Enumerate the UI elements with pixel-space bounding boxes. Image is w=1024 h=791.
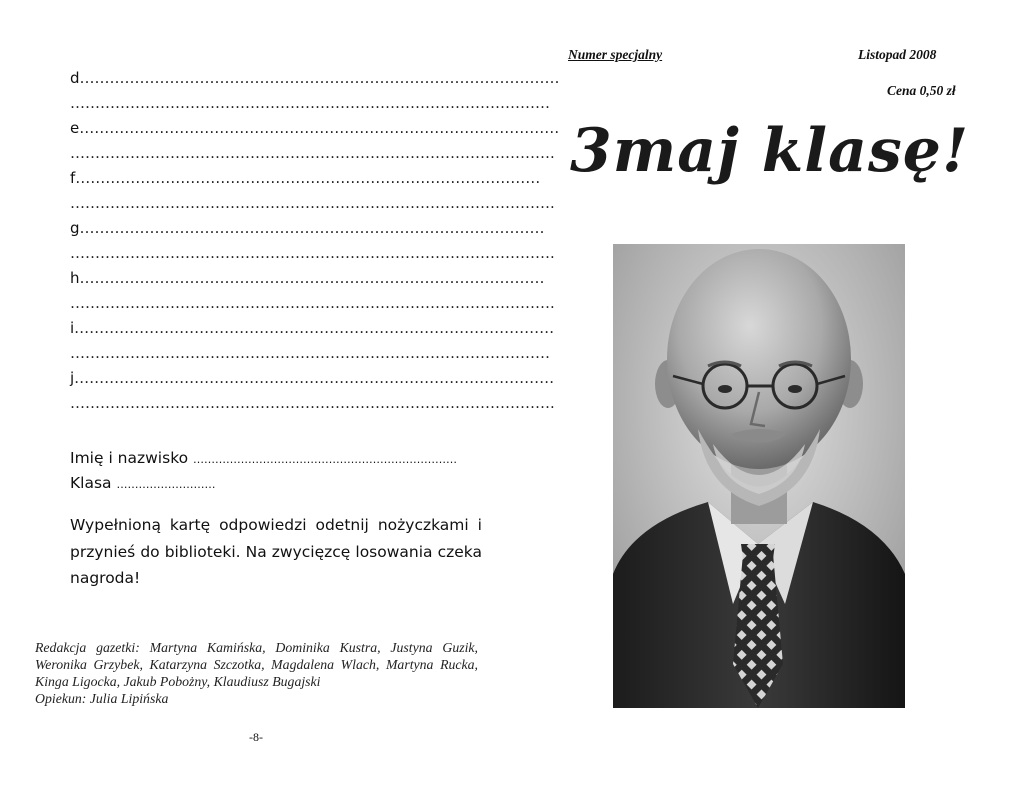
name-field[interactable] — [70, 446, 482, 471]
class-label: Klasa — [70, 474, 112, 492]
answer-line-d-cont[interactable] — [70, 91, 550, 116]
answer-dots: ……………………………………………………………………………………. — [70, 144, 555, 162]
answer-dots: ……………………………………………………………………………………. — [70, 294, 555, 312]
answer-dots: ……………………………………………………………………………………. — [70, 394, 555, 412]
answer-line-f-cont[interactable] — [70, 191, 555, 216]
instructions-text: Wypełnioną kartę odpowiedzi odetnij nożyczkami i przynieś do biblioteki. Na zwycięzcę losowania czeka nagroda! — [70, 516, 482, 587]
answer-letter: d — [70, 69, 80, 87]
portrait-photo — [613, 244, 905, 708]
name-label: Imię i nazwisko — [70, 449, 189, 467]
class-field[interactable] — [70, 471, 482, 496]
answer-line-e-cont[interactable] — [70, 141, 555, 166]
editorial-team: Redakcja gazetki: Martyna Kamińska, Dominika Kustra, Justyna Guzik, Weronika Grzybek, Katarzyna Szczotka, Magdalena Wlach, Martyna Rucka, Kinga Ligocka, Jakub Pobożny, Klaudiusz Bugajski — [35, 640, 478, 689]
answer-letter: e — [70, 119, 80, 137]
answer-dots: ……………………………………………………………………………………. — [70, 194, 555, 212]
answer-line-h-cont[interactable] — [70, 291, 555, 316]
answer-dots: ………………………………………………………………………………… — [75, 169, 541, 187]
answer-lines — [70, 66, 560, 416]
masthead-title: 3maj klasę! — [570, 116, 970, 186]
answer-line-f[interactable] — [70, 166, 541, 191]
answer-dots: ……………………………………………………………………………………. — [70, 244, 555, 262]
answer-dots: …………………………………………………………………………………… — [79, 119, 560, 137]
issue-date: Listopad 2008 — [858, 47, 937, 62]
answer-line-g[interactable] — [70, 216, 545, 241]
answer-dots: …………………………………………………………………………………… — [70, 344, 550, 362]
answer-letter: f — [70, 169, 76, 187]
answer-dots: …………………………………………………………………………………… — [74, 319, 555, 337]
credits — [35, 639, 478, 707]
answer-line-e[interactable] — [70, 116, 560, 141]
cover-page — [512, 0, 1024, 791]
answer-letter: h — [70, 269, 80, 287]
answer-letter: j — [70, 369, 75, 387]
answer-line-d[interactable] — [70, 66, 560, 91]
price: Cena 0,50 zł — [887, 83, 956, 98]
class-dots: ……………………… — [116, 478, 216, 491]
name-block — [70, 446, 482, 496]
issue-label: Numer specjalny — [568, 47, 663, 62]
answer-line-i-cont[interactable] — [70, 341, 550, 366]
answer-line-j[interactable] — [70, 366, 555, 391]
answer-dots: …………………………………………………………………………………… — [79, 69, 560, 87]
answer-dots: ………………………………………………………………………………… — [79, 219, 545, 237]
answer-letter: i — [70, 319, 75, 337]
answer-line-i[interactable] — [70, 316, 555, 341]
answer-dots: ………………………………………………………………………………… — [79, 269, 545, 287]
answer-line-g-cont[interactable] — [70, 241, 555, 266]
page-number: -8- — [249, 730, 263, 744]
answer-line-h[interactable] — [70, 266, 545, 291]
portrait-illustration — [613, 244, 905, 708]
answer-letter: g — [70, 219, 80, 237]
answer-dots: …………………………………………………………………………………… — [70, 94, 550, 112]
name-dots: ……………………………………………………………… — [193, 453, 458, 466]
supervisor: Opiekun: Julia Lipińska — [35, 691, 169, 706]
answer-line-j-cont[interactable] — [70, 391, 555, 416]
answer-dots: …………………………………………………………………………………… — [74, 369, 555, 387]
